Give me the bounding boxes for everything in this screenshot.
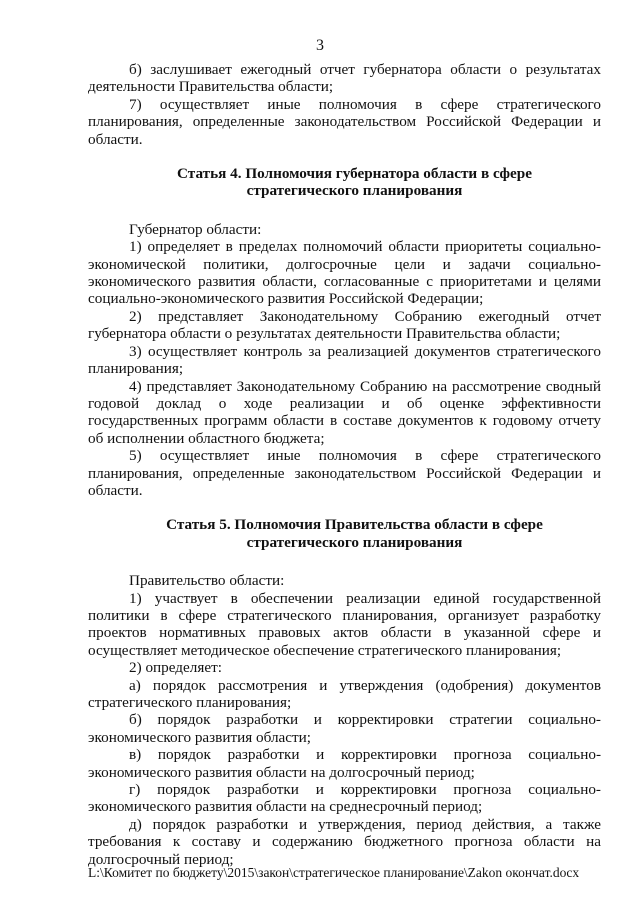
list-item: 1) определяет в пределах полномочий области приоритеты социально-экономической политики, долгосрочные цели и задачи социально-экономического развития области, согласованные с приоритетами и целями социально-экономического развития Российской Федерации; [88, 238, 601, 308]
list-item: 4) представляет Законодательному Собранию на рассмотрение сводный годовой доклад о ходе реализации и об оценке эффективности государственных программ области в составе документов к годовому отчету об исполнении областного бюджета; [88, 377, 601, 447]
article-5-heading-line1: Статья 5. Полномочия Правительства области в сфере [166, 516, 543, 534]
list-item: 5) осуществляет иные полномочия в сфере стратегического планирования, определенные законодательством Российской Федерации и области. [88, 447, 601, 499]
article-5-intro: Правительство области: [129, 572, 285, 590]
article-4-heading-line1: Статья 4. Полномочия губернатора области в сфере [177, 165, 532, 183]
article-4-intro: Губернатор области: [129, 220, 262, 238]
article-4-heading-line2: стратегического планирования [246, 182, 463, 200]
list-item: 2) определяет: [129, 659, 222, 677]
article-4-heading [88, 165, 601, 200]
page-number: 3 [316, 37, 324, 54]
list-item: 3) осуществляет контроль за реализацией документов стратегического планирования; [88, 342, 601, 378]
list-item: 7) осуществляет иные полномочия в сфере стратегического планирования, определенные законодательством Российской Федерации и области. [88, 95, 601, 148]
list-item: б) порядок разработки и корректировки стратегии социально-экономического развития области; [88, 711, 601, 746]
list-item: б) заслушивает ежегодный отчет губернатора области о результатах деятельности Правительства области; [88, 61, 601, 96]
footer-file-path: L:\Комитет по бюджету\2015\закон\стратегическое планирование\Zakon окончат.docx [88, 865, 580, 880]
list-item: 1) участвует в обеспечении реализации единой государственной политики в сфере стратегического планирования, организует разработку проектов нормативных правовых актов области в указанной сфере и осуществляет методическое обеспечение стратегического планирования; [88, 589, 601, 659]
list-item: г) порядок разработки и корректировки прогноза социально-экономического развития области на среднесрочный период; [88, 781, 601, 816]
article-5-heading-line2: стратегического планирования [246, 533, 463, 551]
list-item: в) порядок разработки и корректировки прогноза социально-экономического развития области на долгосрочный период; [88, 746, 601, 781]
list-item: а) порядок рассмотрения и утверждения (одобрения) документов стратегического планирования; [88, 676, 601, 711]
list-item: 2) представляет Законодательному Собранию ежегодный отчет губернатора области о результатах деятельности Правительства области; [88, 307, 601, 343]
article-5-heading [88, 516, 601, 551]
list-item: д) порядок разработки и утверждения, период действия, а также требования к составу и содержанию бюджетного прогноза области на долгосрочный период; [88, 815, 601, 868]
document-body [88, 61, 601, 868]
